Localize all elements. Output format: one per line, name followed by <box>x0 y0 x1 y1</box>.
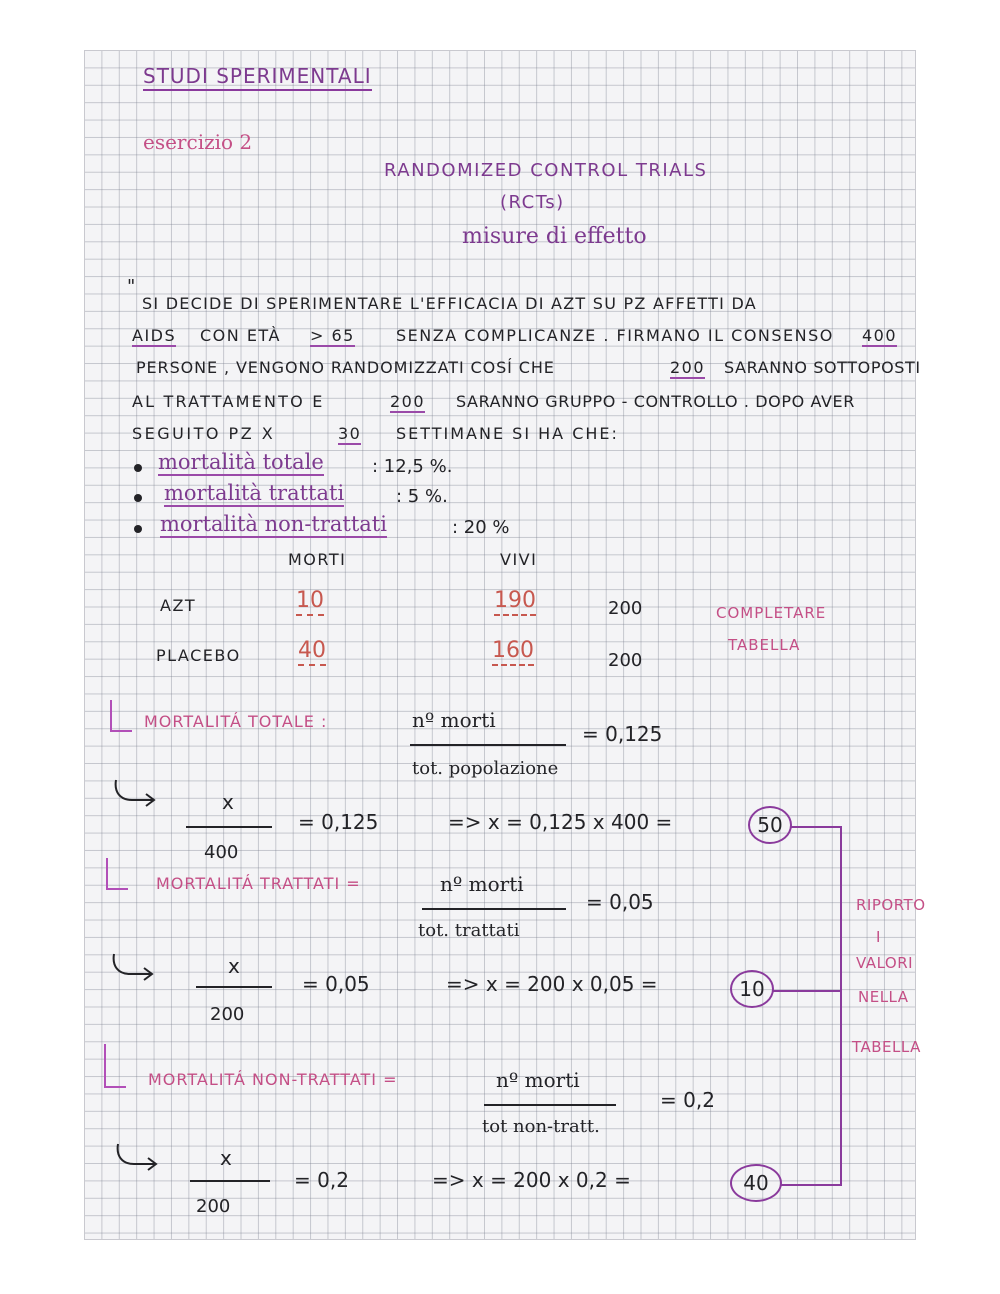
problem-line-5a: SEGUITO PZ X <box>132 424 276 443</box>
problem-line-4c: SARANNO GRUPPO - CONTROLLO . DOPO AVER <box>456 392 855 411</box>
table-cell-placebo-total: 200 <box>608 650 643 671</box>
problem-line-4b: 200 <box>390 392 426 411</box>
table-cell-azt-total: 200 <box>608 598 643 619</box>
eq2-solve: => x = 200 x 0,05 = <box>446 972 658 996</box>
curved-arrow-icon <box>112 1142 162 1172</box>
fraction-line <box>422 908 566 910</box>
problem-line-3a: PERSONE , VENGONO RANDOMIZZATI COSÍ CHE <box>136 358 555 377</box>
result-circle-10 <box>730 970 774 1008</box>
section-bracket <box>104 1086 126 1088</box>
heading-line-3: misure di effetto <box>462 224 647 249</box>
result-circle-40 <box>730 1164 782 1202</box>
eq2-x: x <box>228 954 240 978</box>
mortalita-trattati-result: = 0,05 <box>586 890 654 914</box>
side-note-line-3: VALORI <box>856 954 914 972</box>
page-title: STUDI SPERIMENTALI <box>143 66 372 91</box>
side-note-line-1: RIPORTO <box>856 896 926 914</box>
side-note-line-2: I <box>876 928 881 946</box>
mortalita-trattati-denominator: tot. trattati <box>418 920 520 941</box>
eq2-denominator: 200 <box>210 1004 245 1025</box>
bullet-2-label: mortalità trattati <box>164 481 345 505</box>
curved-arrow-icon <box>108 952 158 982</box>
quote-mark: " <box>127 276 136 297</box>
problem-line-2c: > 65 <box>310 326 355 345</box>
fraction-line <box>484 1104 616 1106</box>
table-cell-placebo-morti: 40 <box>298 640 326 666</box>
table-row-label-placebo: PLACEBO <box>156 646 241 665</box>
eq3-denominator: 200 <box>196 1196 231 1217</box>
eq3-solve: => x = 200 x 0,2 = <box>432 1168 631 1192</box>
bullet-1-label: mortalità totale <box>158 450 324 474</box>
mortalita-totale-label: MORTALITÁ TOTALE : <box>144 712 328 731</box>
connector-line <box>790 826 842 828</box>
section-bracket <box>104 1044 106 1088</box>
mortalita-totale-numerator: nº morti <box>412 708 496 732</box>
connector-brace <box>840 826 842 1186</box>
side-note-line-4: NELLA <box>858 988 909 1006</box>
eq1-denominator: 400 <box>204 842 239 863</box>
table-note-line-2: TABELLA <box>728 636 801 654</box>
curved-arrow-icon <box>110 778 160 808</box>
bullet-1-value: : 12,5 %. <box>372 456 453 477</box>
problem-line-5b: 30 <box>338 424 362 443</box>
eq2-equals: = 0,05 <box>302 972 370 996</box>
eq1-equals: = 0,125 <box>298 810 379 834</box>
problem-line-1: SI DECIDE DI SPERIMENTARE L'EFFICACIA DI AZT SU PZ AFFETTI DA <box>142 294 757 313</box>
result-10: 10 <box>739 977 765 1001</box>
table-note-line-1: COMPLETARE <box>716 604 827 622</box>
section-bracket <box>110 730 132 732</box>
mortalita-non-trattati-numerator: nº morti <box>496 1068 580 1092</box>
eq1-x: x <box>222 790 234 814</box>
result-50: 50 <box>757 813 783 837</box>
problem-line-2e: 400 <box>862 326 898 345</box>
problem-line-4a: AL TRATTAMENTO E <box>132 392 325 411</box>
table-cell-placebo-vivi: 160 <box>492 640 534 666</box>
bullet-2-value: : 5 %. <box>396 486 448 507</box>
result-40: 40 <box>743 1171 769 1195</box>
table-cell-azt-morti: 10 <box>296 590 324 616</box>
eq3-x: x <box>220 1146 232 1170</box>
bullet-3-value: : 20 % <box>452 517 510 538</box>
table-row-label-azt: AZT <box>160 596 197 615</box>
mortalita-non-trattati-result: = 0,2 <box>660 1088 715 1112</box>
side-note-line-5: TABELLA <box>852 1038 921 1056</box>
fraction-line <box>186 826 272 828</box>
mortalita-totale-result: = 0,125 <box>582 722 663 746</box>
table-header-vivi: VIVI <box>500 550 538 569</box>
bullet-dot <box>134 464 142 472</box>
bullet-3-label: mortalità non-trattati <box>160 512 387 536</box>
table-cell-azt-vivi: 190 <box>494 590 536 616</box>
heading-line-2: (RCTs) <box>500 192 565 213</box>
section-bracket <box>106 858 108 890</box>
mortalita-non-trattati-denominator: tot non-tratt. <box>482 1116 600 1137</box>
problem-line-2d: SENZA COMPLICANZE . FIRMANO IL CONSENSO <box>396 326 834 345</box>
connector-line <box>772 990 842 992</box>
section-bracket <box>106 888 128 890</box>
fraction-line <box>190 1180 270 1182</box>
bullet-dot <box>134 494 142 502</box>
result-circle-50 <box>748 806 792 844</box>
problem-line-5c: SETTIMANE SI HA CHE: <box>396 424 619 443</box>
fraction-line <box>196 986 272 988</box>
problem-line-3c: SARANNO SOTTOPOSTI <box>724 358 921 377</box>
table-header-morti: MORTI <box>288 550 347 569</box>
mortalita-trattati-label: MORTALITÁ TRATTATI = <box>156 874 361 893</box>
fraction-line <box>410 744 566 746</box>
problem-line-2a: AIDS <box>132 326 177 345</box>
exercise-label: esercizio 2 <box>143 130 253 154</box>
problem-line-2b: CON ETÀ <box>200 326 281 345</box>
section-bracket <box>110 700 112 732</box>
mortalita-totale-denominator: tot. popolazione <box>412 758 559 779</box>
connector-line <box>780 1184 842 1186</box>
heading-line-1: RANDOMIZED CONTROL TRIALS <box>384 160 708 181</box>
problem-line-3b: 200 <box>670 358 706 377</box>
mortalita-trattati-numerator: nº morti <box>440 872 524 896</box>
bullet-dot <box>134 525 142 533</box>
mortalita-non-trattati-label: MORTALITÁ NON-TRATTATI = <box>148 1070 398 1089</box>
eq3-equals: = 0,2 <box>294 1168 349 1192</box>
eq1-solve: => x = 0,125 x 400 = <box>448 810 673 834</box>
